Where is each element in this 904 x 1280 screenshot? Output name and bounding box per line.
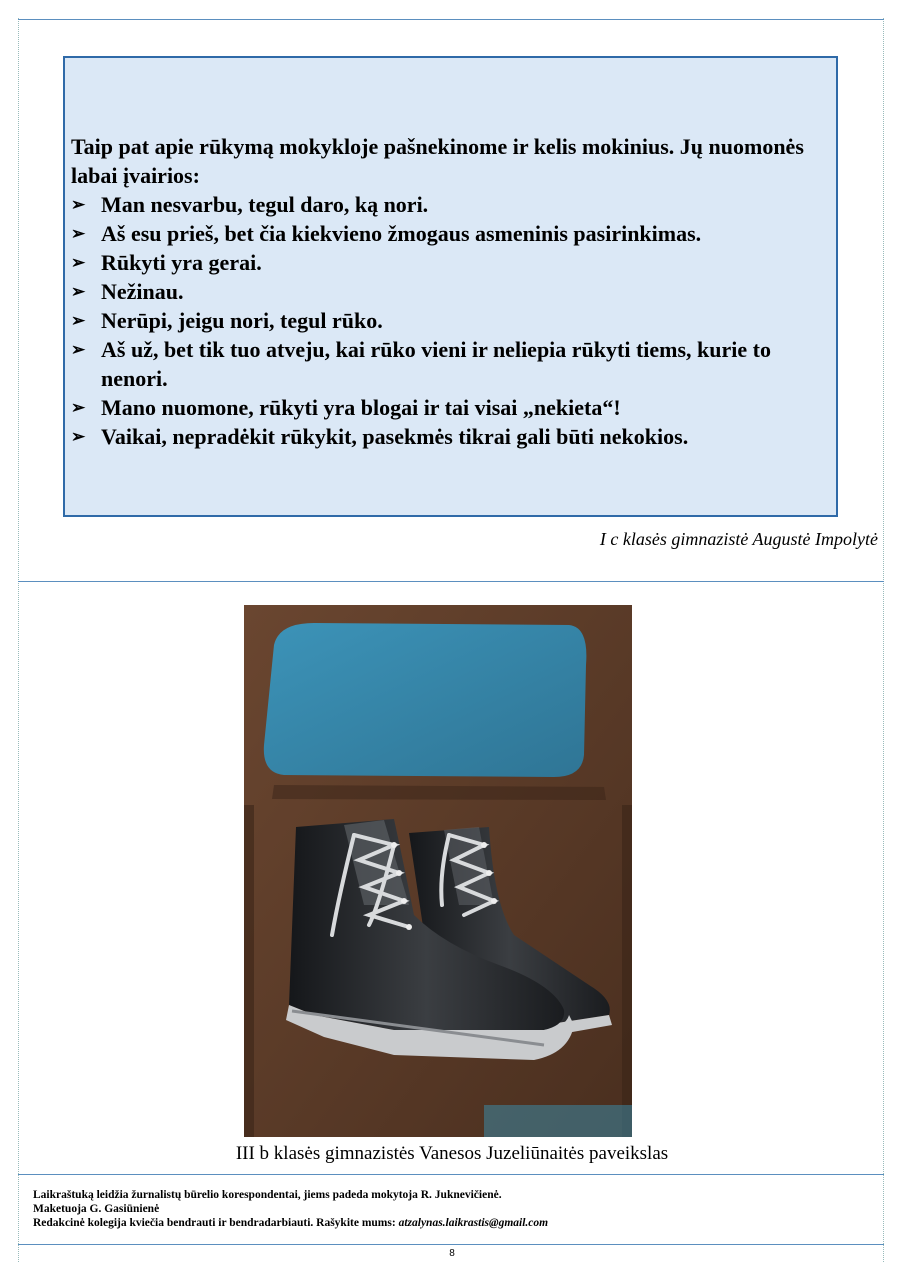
- opinion-text: Nerūpi, jeigu nori, tegul rūko.: [101, 308, 383, 333]
- opinion-item: [71, 248, 826, 277]
- arrow-right-icon: ➢: [71, 311, 86, 330]
- opinion-text: Nežinau.: [101, 279, 184, 304]
- footer-bottom-rule: [18, 1244, 884, 1245]
- painting-caption: III b klasės gimnazistės Vanesos Juzeliūnaitės paveikslas: [235, 1143, 669, 1164]
- arrow-right-icon: ➢: [71, 282, 86, 301]
- opinion-item: [71, 190, 826, 219]
- top-rule: [18, 19, 884, 20]
- section-divider: [18, 581, 884, 582]
- opinions-box: [63, 56, 838, 517]
- opinion-text: Man nesvarbu, tegul daro, ką nori.: [101, 192, 429, 217]
- arrow-right-icon: ➢: [71, 253, 86, 272]
- opinions-content: [71, 132, 826, 451]
- opinion-item: [71, 219, 826, 248]
- arrow-right-icon: ➢: [71, 398, 86, 417]
- boots-painting-image: [244, 605, 632, 1137]
- arrow-right-icon: ➢: [71, 427, 86, 446]
- opinion-item: [71, 335, 826, 393]
- footer-layout-line: Maketuoja G. Gasiūnienė: [33, 1203, 160, 1215]
- footer-publisher-line: Laikraštuką leidžia žurnalistų būrelio korespondentai, jiems padeda mokytoja R. Juknevičienė.: [33, 1189, 502, 1201]
- opinion-item: [71, 306, 826, 335]
- opinions-intro: Taip pat apie rūkymą mokykloje pašnekinome ir kelis mokinius. Jų nuomonės labai įvairios:: [71, 134, 804, 188]
- newspaper-footer: [33, 1188, 548, 1230]
- article-author: I c klasės gimnazistė Augustė Impolytė: [599, 529, 878, 549]
- footer-contact-line: [33, 1216, 548, 1230]
- footer-top-rule: [18, 1174, 884, 1175]
- page-number: 8: [449, 1248, 455, 1259]
- opinions-list: [71, 190, 826, 451]
- arrow-right-icon: ➢: [71, 224, 86, 243]
- footer-email: atzalynas.laikrastis@gmail.com: [398, 1217, 549, 1229]
- opinion-text: Rūkyti yra gerai.: [101, 250, 262, 275]
- opinion-text: Vaikai, nepradėkit rūkykit, pasekmės tikrai gali būti nekokios.: [101, 424, 689, 449]
- arrow-right-icon: ➢: [71, 195, 86, 214]
- opinion-text: Mano nuomone, rūkyti yra blogai ir tai visai „nekieta“!: [101, 395, 621, 420]
- opinion-item: [71, 277, 826, 306]
- opinion-text: Aš esu prieš, bet čia kiekvieno žmogaus asmeninis pasirinkimas.: [101, 221, 702, 246]
- opinion-text: Aš už, bet tik tuo atveju, kai rūko vieni ir neliepia rūkyti tiems, kurie to nenori.: [101, 337, 771, 391]
- boots-painting: [244, 605, 632, 1137]
- footer-contact-text: Redakcinė kolegija kviečia bendrauti ir bendradarbiauti. Rašykite mums:: [33, 1217, 399, 1229]
- arrow-right-icon: ➢: [71, 340, 86, 359]
- opinion-item: [71, 422, 826, 451]
- opinion-item: [71, 393, 826, 422]
